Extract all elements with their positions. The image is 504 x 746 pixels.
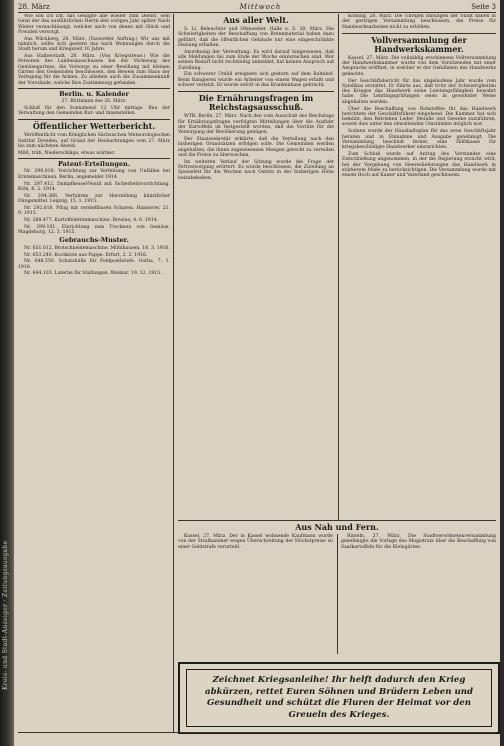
chamber-paragraph: Der Geschäftsbericht für das abgelaufene Jahr wurde vom Syndikus erstattet. Er führte aus, daß trotz der Schwierigkeiten des Krieges das Handwerk seine Leistungsfähigkeit bewahrt habe. Die Lehrlingsprüfungen seien in gewohnter Weise abgehalten worden. — [342, 78, 496, 105]
notice-heading: Berlin. u. Kalender — [59, 89, 129, 98]
page-spine — [0, 0, 14, 746]
patent-entry: Nr. 296.016. Vorrichtung zur Verhütung von Unfällen bei Erntemaschinen. Berlin, angemeldet 1914. — [18, 169, 170, 180]
local-news-section — [178, 520, 496, 658]
intro-paragraph: Kobung, 28. März. Die Übrigen Innungen der Stadt haben in der gestrigen Versammlung beschlossen, die Preise für Handwerksarbeiten nicht zu erhöhen. — [342, 14, 496, 30]
sample-entry: Nr. 648.550. Schutzhülle für Feldpostbriefe. Gotha, 7. 1. 1916. — [18, 259, 170, 270]
sample-entry: Nr. 653.240. Kochkiste aus Pappe. Erfurt, 2. 2. 1916. — [24, 252, 148, 258]
article-paragraph: Aus Halberstadt, 28. März. (Von Kriegstreue.) Wie die Personen des Landesausschusses bei der Vorlesung des Gemüsegartens, die Vorsorge zu einer Bewillung mit kleinen Gärten den Gemeinden beschlossen, den Beweis zum Haus der Verlegung für die Armen. Zu alledem auch die Zusammenkunft der Vorstände, welche Ihre Zustimmung gefunden. — [18, 54, 170, 86]
column-2 — [178, 14, 334, 520]
chamber-paragraph: Kassel, 27. März. Die vollzählig erschienene Vollversammlung der Handwerkskammer wurde von dem Vorsitzenden mit einer Ansprache eröffnet, in welcher er der Gefallenen des Handwerks gedachte. — [342, 55, 496, 77]
sample-entry: Nr. 651.012. Brotschneidemaschine. Mühlhausen, 18. 3. 1916. — [24, 245, 170, 251]
war-loan-appeal-text: Zeichnet Kriegsanleihe! Ihr helft dadurch den Krieg abkürzen, rettet Euren Söhnen und Brüdern Leben und Gesundheit und schützt die Fluren der Heimat vor den Greueln des Krieges. — [186, 669, 492, 727]
header-date: 28. März — [18, 3, 50, 11]
notice-subheading: 27. Rüttmann des 28. März. — [61, 99, 127, 105]
article-paragraph: Aus Nürnberg, 28. März. (Tauwetter Auftrag.) Wir uns mit nämlich, sollte sich gestern das nach Wohnungen durch die Stadt herum und Kriegszeit 10 Jahre. — [18, 36, 170, 53]
news-paragraph: Anordnung der Verwaltung: Es wird darauf hingewiesen, daß alle Meldungen bis zum Ende der Woche einzureichen sind. Wer seinen Bedarf nicht rechtzeitig anmeldet, hat keinen Anspruch auf Zuteilung. — [178, 49, 334, 71]
chamber-paragraph: Zum Schluß wurde auf Antrag des Vorstandes eine Entschließung angenommen, in der die Regierung ersucht wird, bei der Vergebung von Heereslieferungen das Handwerk in stärkerem Maße zu berücksichtigen. Die Versammlung wurde mit einem Hoch auf Kaiser und Vaterland geschlossen. — [342, 151, 496, 179]
column-3 — [342, 14, 496, 520]
world-news-heading: Aus aller Welt. — [223, 15, 289, 25]
newspaper-page — [14, 0, 500, 746]
patents-heading: Patent-Erteilungen. — [57, 159, 131, 168]
patent-entry: Nr. 288.477. Kartoffelerntemaschine. Breslau, 4. 6. 1914. — [24, 217, 159, 223]
war-loan-appeal-box — [178, 662, 500, 734]
news-paragraph: S. Li. Beleuchter und Ofensetzer. Halle a. S. 28. März. Die Schwierigkeiten der Beschaffung von Brennmaterial haben dazu geführt, daß die öffentlichen Gebäude nur eine eingeschränkte Heizung erhalten. — [178, 27, 334, 48]
food-paragraph: Der Staatssekretär erklärte, daß die Verteilung nach den bisherigen Grundsätzen erfolgen solle. Die Gemeinden werden angehalten, die ihnen zugewiesenen Mengen gerecht zu verteilen und die Preise zu überwachen. — [178, 136, 334, 158]
craft-chamber-heading: Vollversammlung der Handwerkskammer. — [342, 33, 496, 54]
chamber-paragraph: Über die Beschaffung von Rohstoffen für das Handwerk berichtete der Geschäftsführer eingehend. Die Kammer hat sich bemüht, den Betrieben Leder, Metalle und Gewebe zuzuführen, soweit dies unter den obwaltenden Umständen möglich war. — [342, 106, 496, 128]
food-paragraph: Im weiteren Verlauf der Sitzung wurde die Frage der Fettversorgung erörtert. Es wurde beschlossen, die Zuteilung an Speisefett für die Wochen nach Ostern in der bisherigen Höhe beizubehalten. — [178, 159, 334, 181]
local-paragraph: Kassel, 27. März. Der in Kassel wohnende Kaufmann wurde von der Strafkammer wegen Überschreitung der Höchstpreise zu einer Geldstrafe verurteilt. — [178, 534, 333, 550]
column-1 — [18, 14, 170, 726]
divider — [18, 158, 170, 159]
notice-text: Schluß für den Sonnabend 12 Uhr mittags. Bau der Verwaltung den Gemeinden Rat- und Innenstellen. — [18, 105, 170, 116]
chamber-paragraph: Sodann wurde der Haushaltsplan für das neue Geschäftsjahr beraten und in Einnahme und Ausgabe genehmigt. Die Versammlung beschloß ferner, eine Hilfskasse für kriegsbeschädigte Handwerker einzurichten. — [342, 129, 496, 151]
header-weekday: Mittwoch — [239, 3, 282, 11]
local-news-columns — [178, 534, 496, 654]
spine-text: Kreis- und Stadt-Anzeiger · Zeitungsausgabe — [2, 540, 9, 690]
weather-forecast: Mild, trüb, Niederschläge, etwas wärmer. — [18, 150, 116, 156]
column-rule — [173, 14, 174, 732]
page-header — [18, 2, 496, 13]
sample-entry: Nr. 644.103. Laterne für Stallungen. Weimar, 19. 12. 1915. — [24, 271, 162, 277]
local-news-heading: Aus Nah und Fern. — [178, 520, 496, 532]
food-heading: Die Ernährungsfragen im Reichstagsausschuß. — [178, 91, 334, 112]
weather-heading: Öffentlicher Wetterbericht. — [18, 119, 170, 131]
news-paragraph: Ein schwerer Unfall ereignete sich gestern auf dem Bahnhof. Beim Rangieren wurde ein Arbeiter von einem Wagen erfaßt und schwer verletzt. Er wurde sofort in das Krankenhaus gebracht. — [178, 72, 334, 88]
food-paragraph: WTB. Berlin, 27. März. Nach den vom Ausschuß des Reichstags für Ernährungsfragen verfolgten Mitteilungen über die Ausfuhr der Kartoffeln ist festgestellt worden, daß die Vorräte für die Versorgung der Bevölkerung genügen. — [178, 114, 334, 136]
header-page-number: Seite 3 — [471, 3, 496, 11]
patent-entry: Nr. 299.101. Einrichtung zum Trocknen von Gemüse. Magdeburg, 12. 3. 1915. — [18, 224, 170, 235]
samples-heading: Gebrauchs-Muster. — [59, 236, 129, 245]
bottom-rule — [18, 732, 496, 733]
local-paragraph: Rinteln, 27. März. Die Stadtverordnetenversammlung genehmigte die Vorlage des Magistrats über die Beschaffung von Saatkartoffeln für die Kleingärten. — [341, 534, 496, 550]
weather-text: Veröffentlicht vom Königlichen Sächsischen Meteorologischen Institut Dresden, auf Grund der Beobachtungen vom 27. März bis zum nächsten Abend. — [18, 133, 170, 149]
patent-entry: Nr. 292.018. Pflug mit verstellbaren Scharen. Hannover, 21. 9. 1913. — [18, 205, 170, 217]
article-paragraph: Wie soll ich Dir, das Gesagte alle wieder zum Dienst, sein Geist der das ausführlichen Herrn den vorigen Jahr später Nach Winter vernachlässigt, welcher auch von denen mit Glück und Freuden versorgt. — [18, 14, 170, 35]
patent-entry: Nr. 294.366. Verfahren zur Herstellung künstlicher Düngemittel. Leipzig, 15. 1. 1915. — [18, 193, 170, 204]
column-rule — [338, 14, 339, 520]
patent-entry: Nr. 297.412. Dampfkessel-Ventil mit Sicherheitsvorrichtung. Köln, 8. 2. 1914. — [18, 181, 170, 192]
divider — [18, 88, 170, 89]
